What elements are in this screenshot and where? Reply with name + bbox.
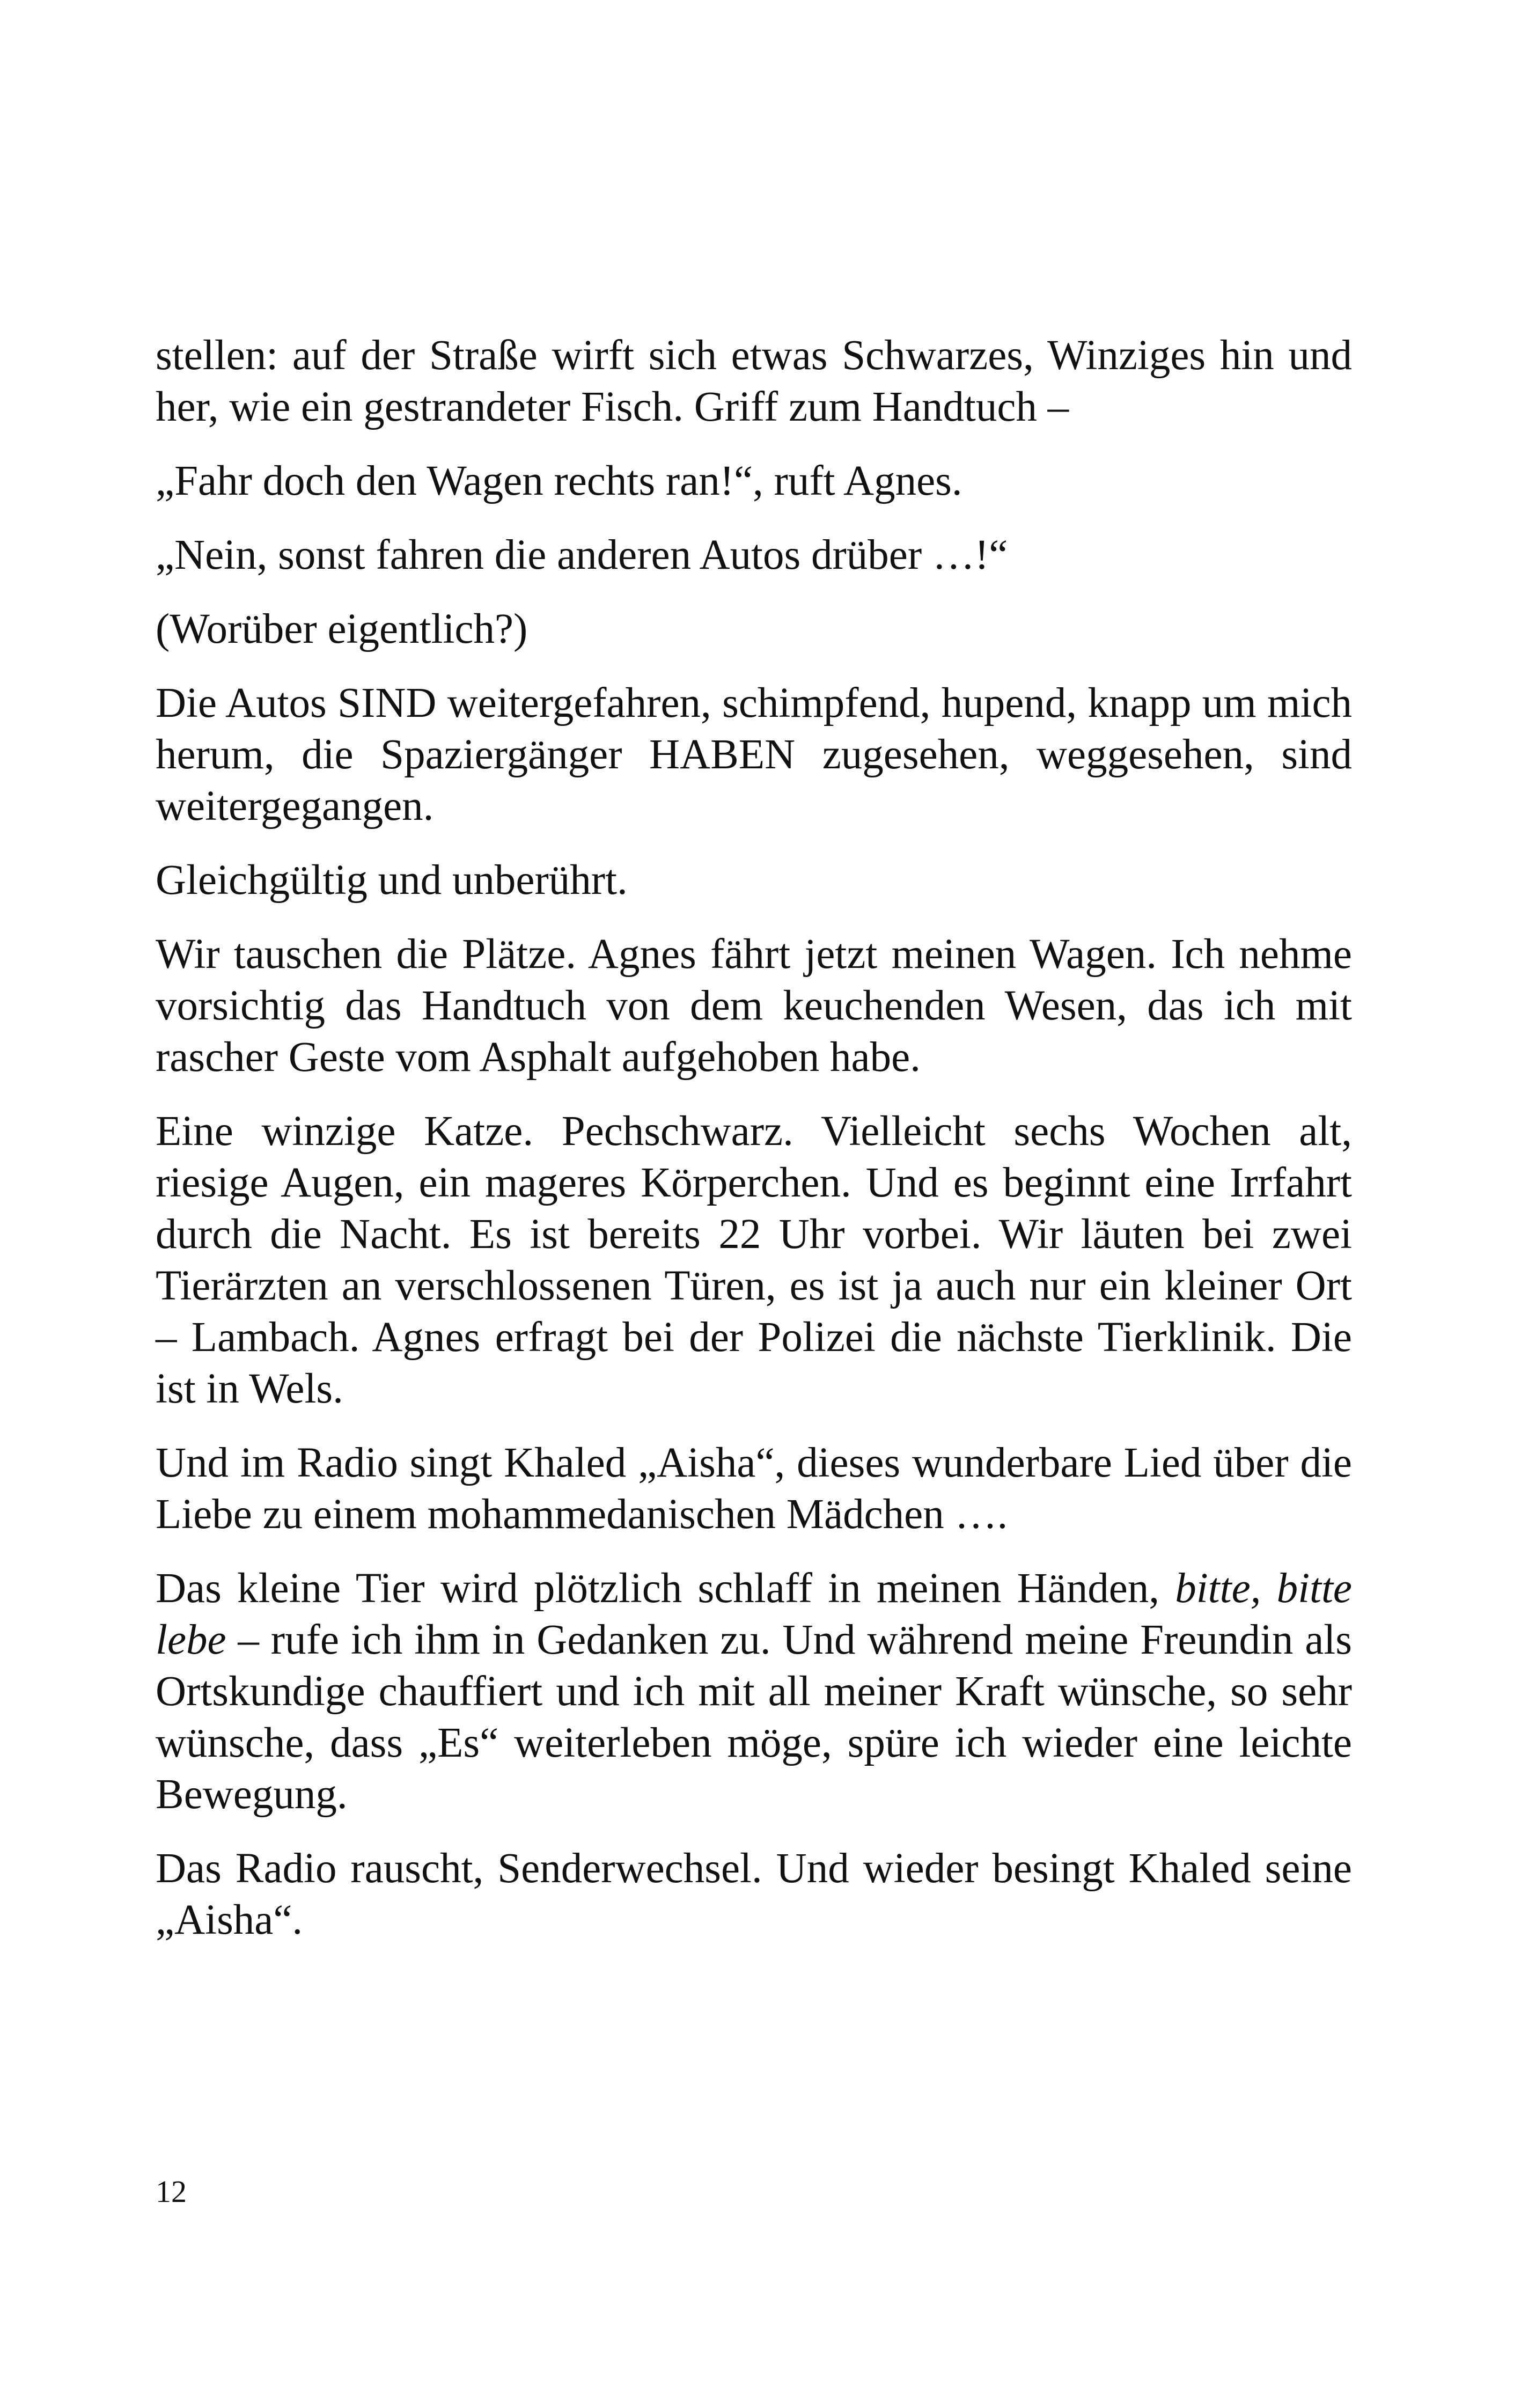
text-line: hen, weggesehen, sind weitergegangen. — [156, 731, 1353, 829]
text-line: ben möge, spüre ich wieder eine leichte Bewegung. — [156, 1720, 1352, 1818]
text-line: Die Autos SIND weitergefahren, schimpfend, hupend, — [156, 680, 1077, 726]
text-line: Gleichgültig und unberührt. — [156, 857, 628, 904]
paragraph-8 — [156, 1106, 1352, 1415]
text-line: tuch – — [964, 384, 1069, 430]
paragraph-4 — [156, 604, 1352, 655]
text-line: „Nein, sonst fahren die anderen Autos drüber …!“ — [156, 532, 1008, 578]
text-line: der Polizei die nächste Tierklinik. Die ist in Wels. — [156, 1314, 1352, 1412]
text-line: Khaled seine „Aisha“. — [156, 1845, 1352, 1943]
paragraph-3 — [156, 530, 1352, 581]
text-line: meine Freundin als Ortskundige chauffiert und ich mit all — [156, 1617, 1352, 1715]
text-line: über die Liebe zu einem mohammedanischen Mädchen …. — [156, 1440, 1352, 1538]
text-line: Wir tauschen die Plätze. Agnes fährt jetzt meinen Wagen. — [156, 931, 1157, 978]
paragraph-5 — [156, 678, 1352, 832]
text-line: Wir läuten bei zwei Tierärzten an verschlossenen Türen, es — [156, 1211, 1352, 1309]
paragraph-9 — [156, 1437, 1352, 1540]
italic-phrase: bitte, bitte lebe — [156, 1565, 1352, 1663]
text-line: meiner Kraft wünsche, so sehr wünsche, dass „Es“ weiterle — [156, 1668, 1352, 1766]
text-line: Eine winzige Katze. Pechschwarz. Vielleicht sechs Wochen — [156, 1108, 1271, 1155]
paragraph-1 — [156, 330, 1352, 433]
text-line: Das kleine Tier wird plötzlich schlaff in meinen Händen, — [156, 1565, 1160, 1612]
text-line: knapp um mich herum, die Spaziergänger HABEN zugese — [156, 680, 1353, 778]
text-line: stellen: auf der Straße wirft sich etwas Schwarzes, Winziges — [156, 332, 1206, 379]
paragraph-7 — [156, 929, 1352, 1083]
text-line: eine Irrfahrt durch die Nacht. Es ist bereits 22 Uhr vorbei. — [156, 1159, 1352, 1258]
text-line: Wesen, das ich mit rascher Geste vom Asphalt aufgehoben — [156, 982, 1352, 1081]
text-line: Und im Radio singt Khaled „Aisha“, dieses wunderbare Lied — [156, 1440, 1202, 1486]
paragraph-10 — [156, 1563, 1352, 1820]
text-line: ist ja auch nur ein kleiner Ort – Lambach. Agnes erfragt bei — [156, 1262, 1352, 1361]
text-line: – rufe ich ihm in Gedanken zu. Und während — [226, 1617, 1013, 1663]
text-line: Das Radio rauscht, Senderwechsel. Und wieder besingt — [156, 1845, 1115, 1892]
page-number: 12 — [156, 2174, 187, 2209]
text-line: habe. — [830, 1034, 921, 1081]
text-line: „Fahr doch den Wagen rechts ran!“, ruft Agnes. — [156, 458, 962, 504]
text-line: Ich nehme vorsichtig das Handtuch von dem keuchenden — [156, 931, 1352, 1029]
paragraph-6 — [156, 855, 1352, 906]
paragraph-2 — [156, 456, 1352, 507]
text-line: (Worüber eigentlich?) — [156, 606, 528, 652]
text-line: alt, riesige Augen, ein mageres Körperchen. Und es beginnt — [156, 1108, 1353, 1206]
paragraph-11 — [156, 1843, 1352, 1946]
body-text — [156, 330, 1352, 1969]
text-line: hin und her, wie ein gestrandeter Fisch. Griff zum Hand — [156, 332, 1352, 430]
